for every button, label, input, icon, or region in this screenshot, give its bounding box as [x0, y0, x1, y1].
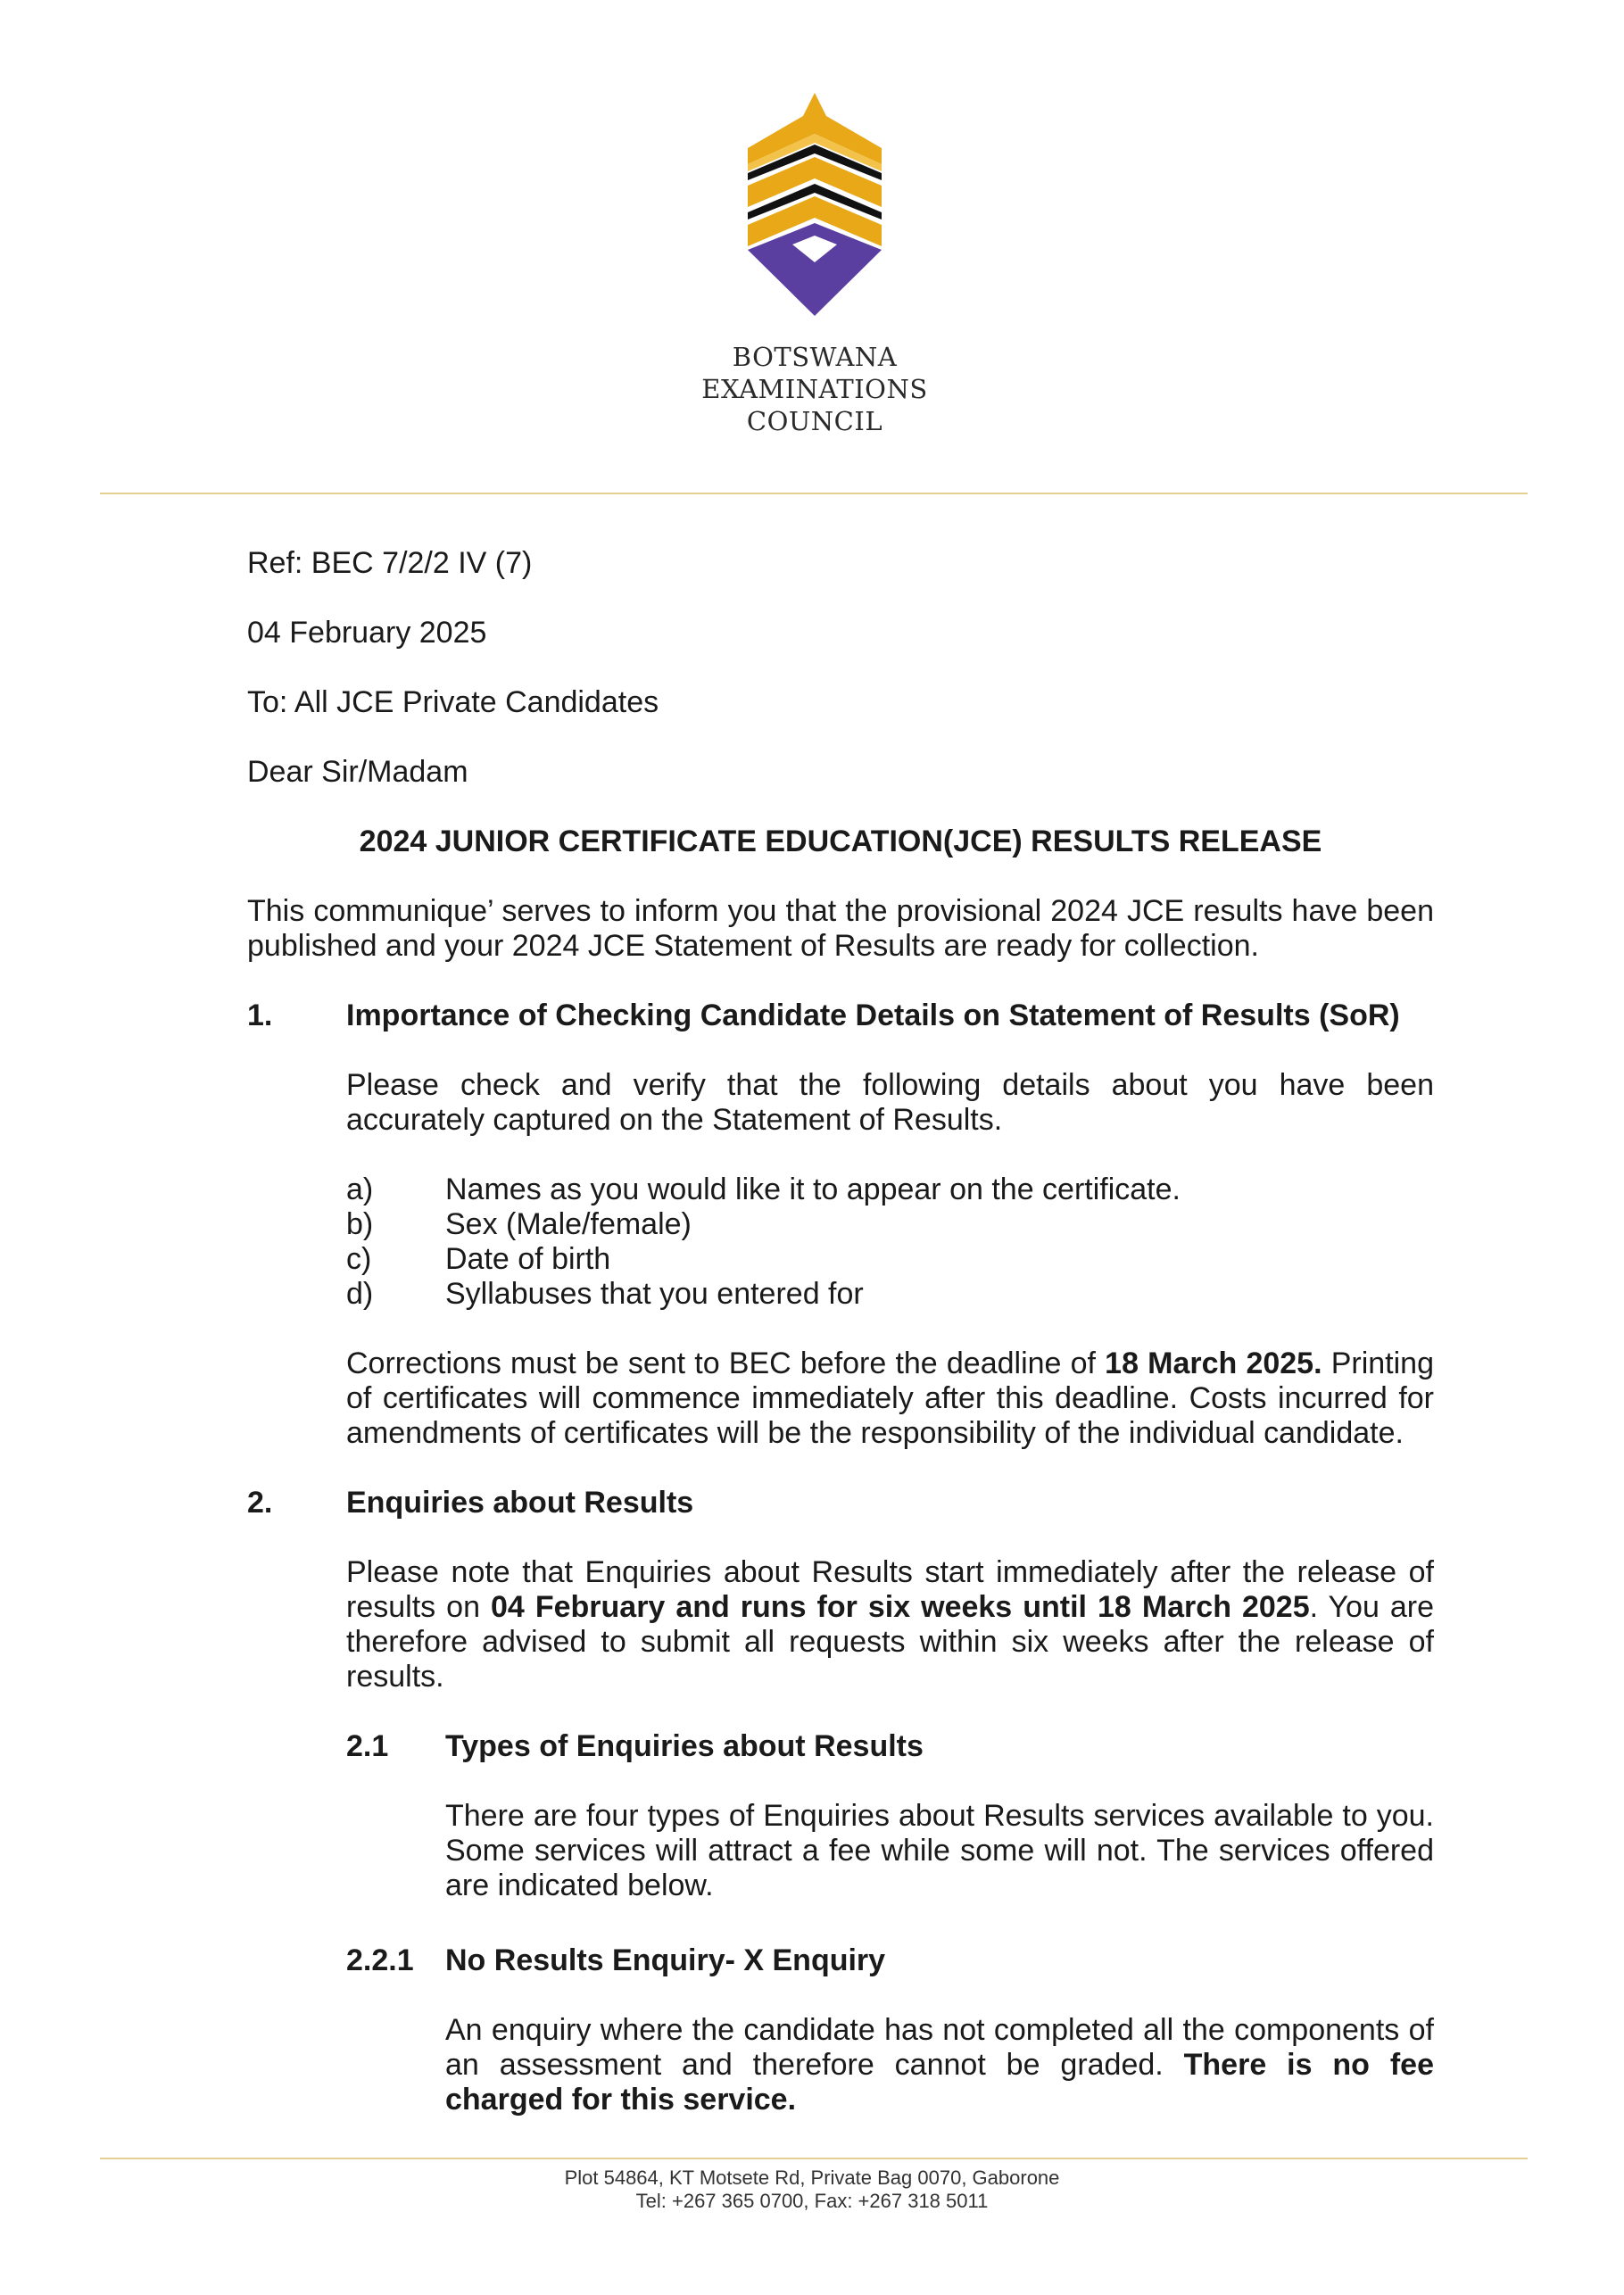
section-2-heading: Enquiries about Results [346, 1486, 694, 1520]
enquiry-text: Please note that Enquiries about Results start immediately after the release of results on [346, 1555, 1434, 1624]
section-2-number: 2. [247, 1486, 273, 1520]
letter-date: 04 February 2025 [247, 616, 487, 650]
corrections-text-rest: Printing of certificates will commence immediately after this deadline. Costs incurred for amendments of certificates will be the responsibility of the individual candidate. [346, 1346, 1434, 1450]
reference: Ref: BEC 7/2/2 IV (7) [247, 546, 533, 580]
footer-address: Plot 54864, KT Motsete Rd, Private Bag 0070, Gaborone [564, 2167, 1060, 2189]
list-item [346, 1207, 1434, 1242]
org-name-line-1: BOTSWANA [732, 342, 898, 372]
letter-title: 2024 JUNIOR CERTIFICATE EDUCATION(JCE) RESULTS RELEASE [359, 824, 1322, 858]
org-name-line-3: COUNCIL [746, 406, 883, 436]
list-item-text: Date of birth [445, 1242, 611, 1276]
bec-emblem-icon [748, 93, 882, 319]
enquiry-period: 04 February and runs for six weeks until 18 March 2025 [491, 1590, 1310, 1624]
list-item [346, 1242, 1434, 1277]
list-marker: b) [346, 1207, 374, 1241]
section-1-heading: Importance of Checking Candidate Details on Statement of Results (SoR) [346, 998, 1400, 1032]
bec-logo [748, 93, 882, 319]
footer-contact: Tel: +267 365 0700, Fax: +267 318 5011 [635, 2190, 989, 2212]
list-item [346, 1277, 1434, 1312]
salutation: Dear Sir/Madam [247, 755, 468, 789]
organization-name [678, 341, 951, 437]
list-item-text: Syllabuses that you entered for [445, 1277, 864, 1311]
x-enquiry-fee-note: There is no fee charged for this service. [445, 2048, 1434, 2117]
list-marker: d) [346, 1277, 374, 1311]
subsection-2-2-1-paragraph [445, 2013, 1434, 2117]
subsection-2-1-heading: Types of Enquiries about Results [445, 1729, 924, 1763]
enquiry-text-rest: . You are therefore advised to submit all requests within six weeks after the release of results. [346, 1590, 1435, 1694]
subsection-2-1-paragraph: There are four types of Enquiries about Results services available to you. Some services will attract a fee while some will not. The services offered are indicated below. [445, 1799, 1434, 1902]
subsection-2-2-1-number: 2.2.1 [346, 1943, 414, 1977]
section-1-paragraph: Please check and verify that the following details about you have been accurately captured on the Statement of Results. [346, 1068, 1434, 1137]
recipient: To: All JCE Private Candidates [247, 685, 659, 719]
corrections-deadline: 18 March 2025. [1105, 1346, 1322, 1380]
list-item [346, 1172, 1434, 1207]
details-list [346, 1172, 1434, 1312]
list-marker: a) [346, 1172, 374, 1206]
list-marker: c) [346, 1242, 372, 1276]
x-enquiry-text: An enquiry where the candidate has not completed all the components of an assessment and therefore cannot be graded. [445, 2013, 1434, 2082]
subsection-2-1-number: 2.1 [346, 1729, 389, 1763]
header-divider [100, 493, 1528, 494]
section-1-number: 1. [247, 998, 273, 1032]
footer-divider [100, 2158, 1528, 2159]
org-name-line-2: EXAMINATIONS [701, 374, 928, 404]
subsection-2-2-1-heading: No Results Enquiry- X Enquiry [445, 1943, 886, 1977]
footer [410, 2167, 1214, 2213]
section-2-paragraph [346, 1555, 1434, 1694]
list-item-text: Names as you would like it to appear on the certificate. [445, 1172, 1181, 1206]
corrections-text: Corrections must be sent to BEC before the deadline of [346, 1346, 1106, 1380]
corrections-paragraph [346, 1346, 1434, 1451]
list-item-text: Sex (Male/female) [445, 1207, 692, 1241]
intro-paragraph: This communique’ serves to inform you that the provisional 2024 JCE results have been published and your 2024 JCE Statement of Results are ready for collection. [247, 894, 1434, 963]
